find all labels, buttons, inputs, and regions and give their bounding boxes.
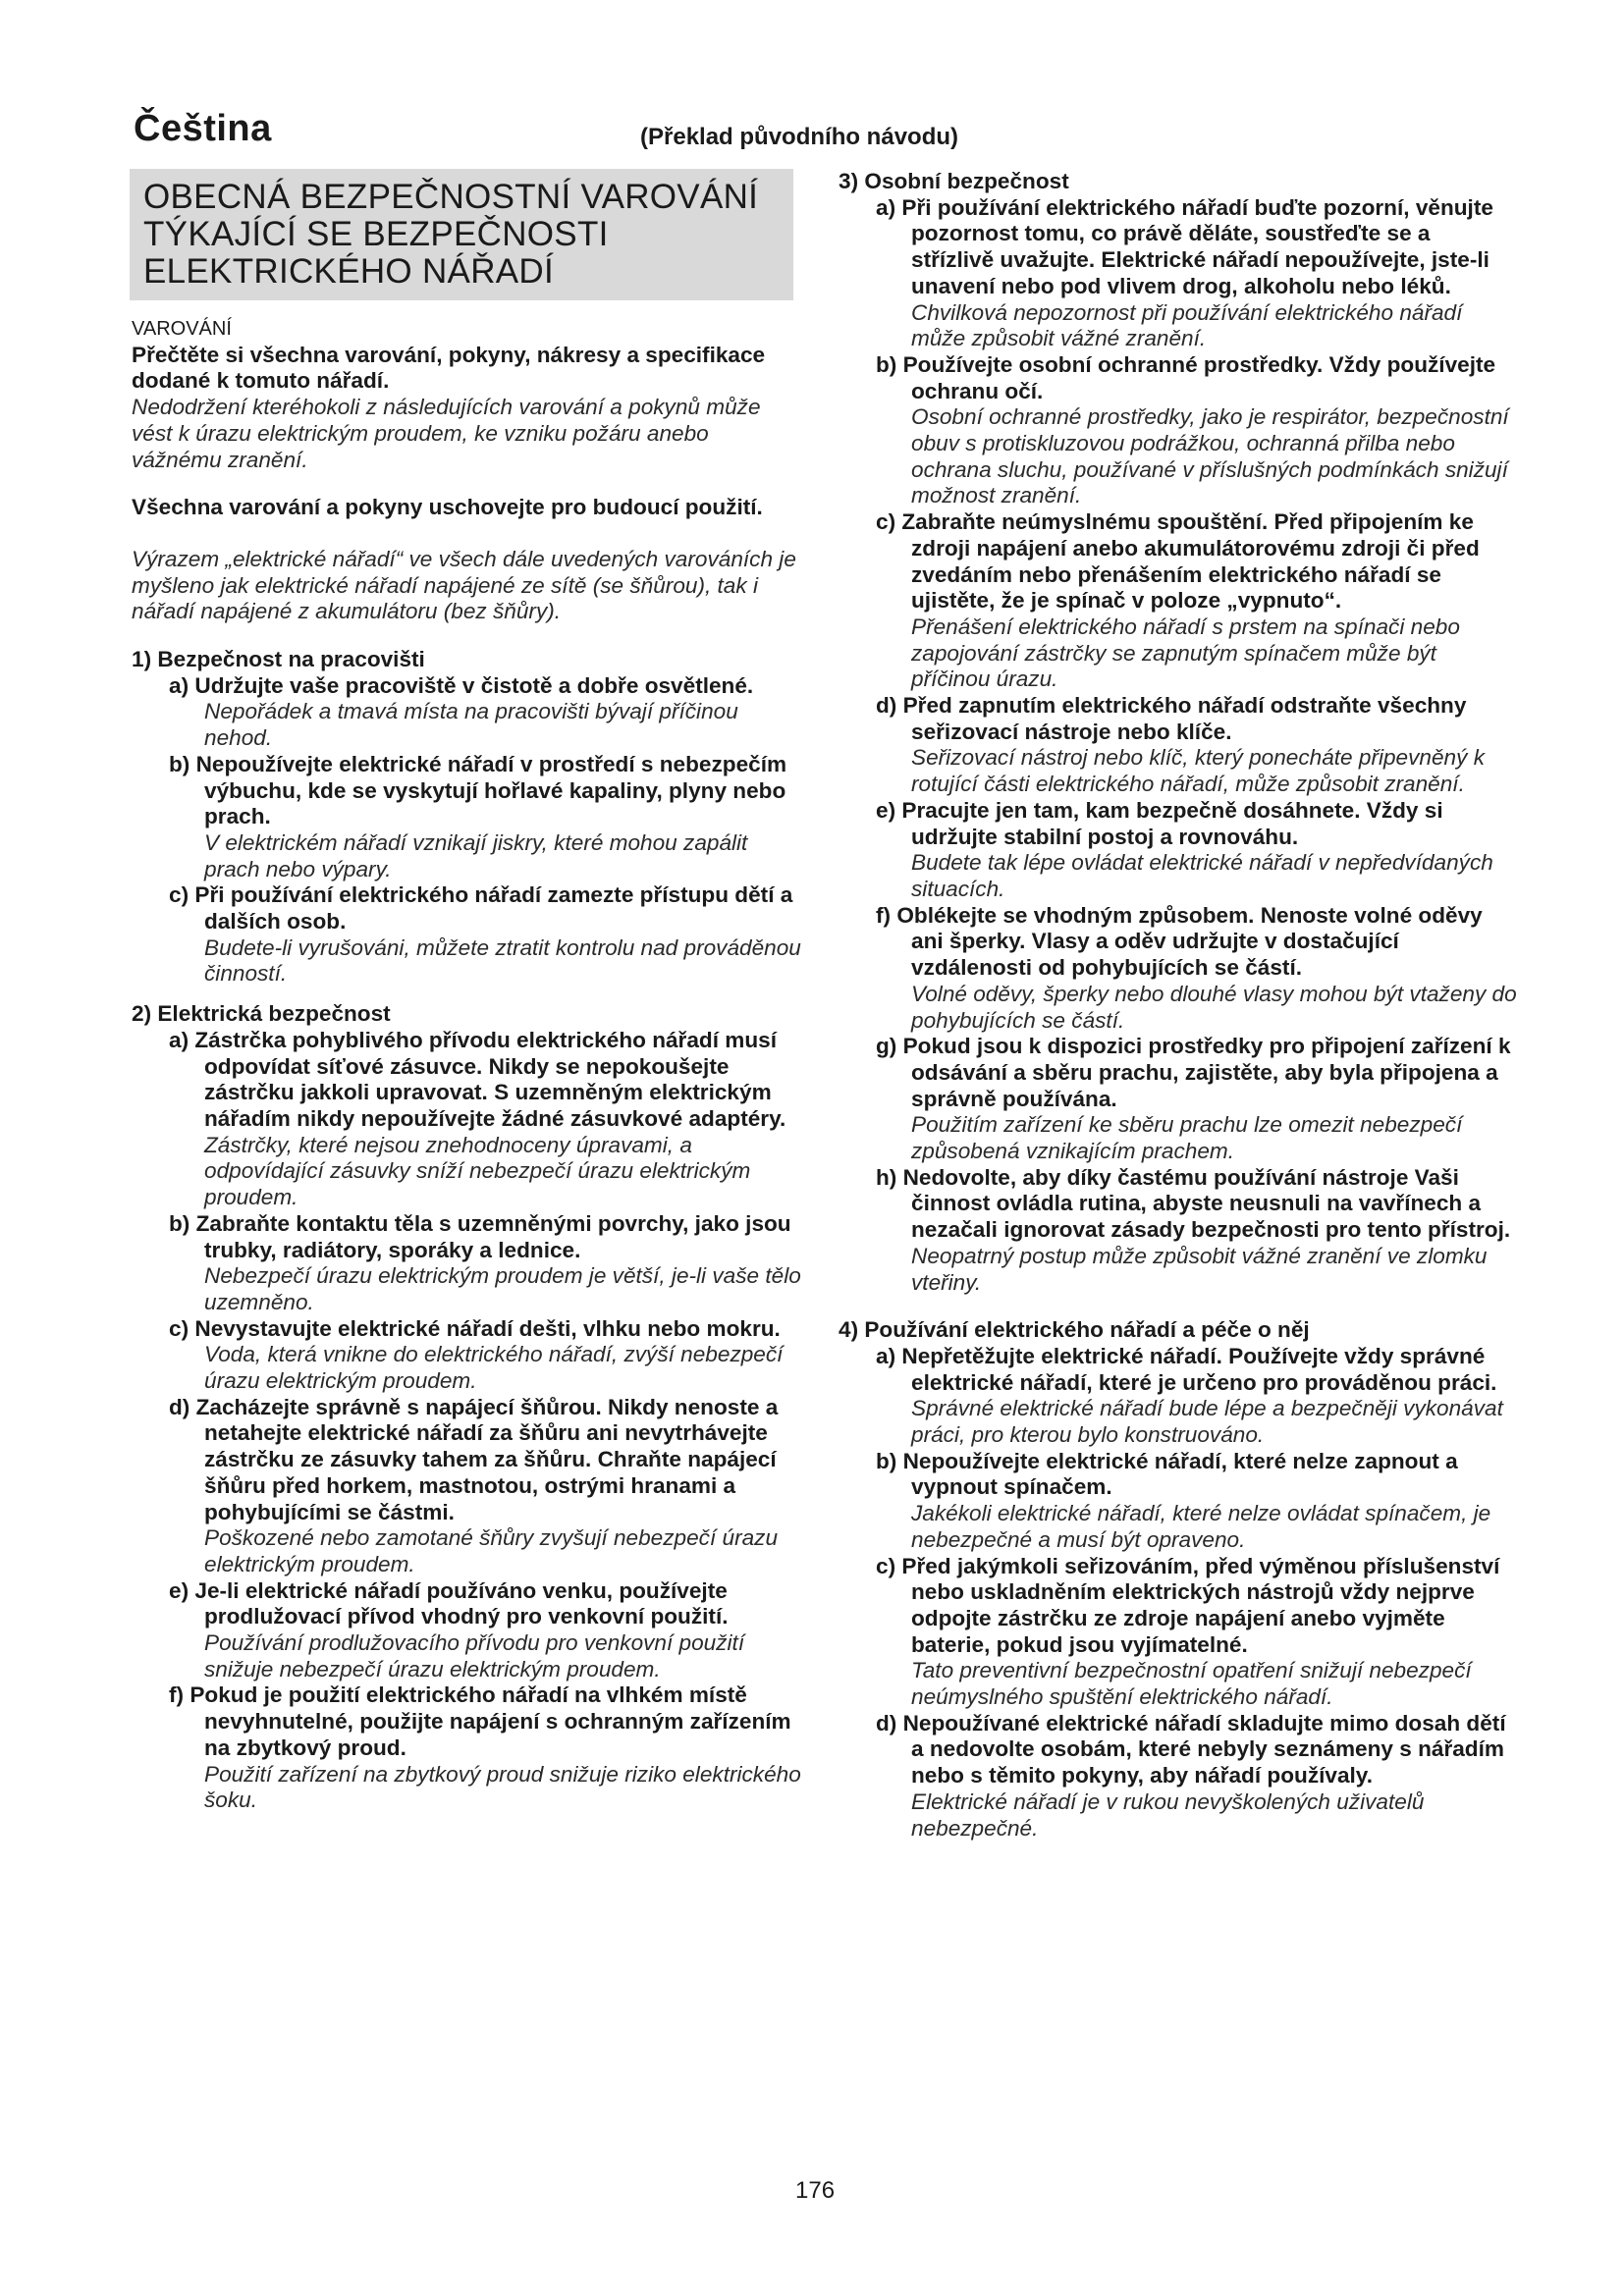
- section-personal-safety: [831, 169, 1518, 1296]
- page-number: 176: [795, 2177, 836, 2204]
- right-column: [831, 169, 1518, 1842]
- section-title: 2) Elektrická bezpečnost: [132, 1001, 391, 1027]
- list-item: b) Nepoužívejte elektrické nářadí, které nelze zapnout a vypnout spínačem. Jakékoli elektrické nářadí, které nelze ovládat spínačem, je nebezpečné a musí být opraveno.: [876, 1448, 1491, 1552]
- list-item: c) Nevystavujte elektrické nářadí dešti, vlhku nebo mokru. Voda, která vnikne do elektrického nářadí, zvýší nebezpečí úrazu elektrickým proudem.: [169, 1315, 784, 1394]
- list-item: a) Zástrčka pohyblivého přívodu elektrického nářadí musí odpovídat síťové zásuvce. Nikdy se nepokoušejte zástrčku jakkoli upravovat. S uzemněným elektrickým nářadím nikdy nepoužívejte žádné zásuvkové adaptéry. Zástrčky, které nejsou znehodnoceny úpravami, a odpovídající zásuvky sníží nebezpečí úrazu elektrickým proudem.: [169, 1027, 786, 1210]
- section-title: 4) Používání elektrického nářadí a péče o něj: [839, 1317, 1310, 1343]
- section-title: 1) Bezpečnost na pracovišti: [132, 647, 425, 672]
- section-title: 3) Osobní bezpečnost: [839, 169, 1069, 193]
- translation-note: (Překlad původního návodu): [640, 124, 959, 150]
- list-item: e) Pracujte jen tam, kam bezpečně dosáhnete. Vždy si udržujte stabilní postoj a rovnováhu. Budete tak lépe ovládat elektrické nářadí v nepředvídaných situacích.: [876, 797, 1493, 901]
- list-item: b) Zabraňte kontaktu těla s uzemněnými povrchy, jako jsou trubky, radiátory, sporáky a lednice. Nebezpečí úrazu elektrickým proudem je větší, je-li vaše tělo uzemněno.: [169, 1210, 801, 1314]
- section-tool-use-and-care: [831, 1317, 1518, 1842]
- section-title-box: OBECNÁ BEZPEČNOSTNÍ VAROVÁNÍ TÝKAJÍCÍ SE BEZPEČNOSTI ELEKTRICKÉHO NÁŘADÍ: [130, 169, 793, 300]
- list-item: f) Pokud je použití elektrického nářadí na vlhkém místě nevyhnutelné, použijte napájení s ochranným zařízením na zbytkový proud. Použití zařízení na zbytkový proud snižuje riziko elektrického šoku.: [169, 1682, 801, 1813]
- list-item: a) Udržujte vaše pracoviště v čistotě a dobře osvětlené. Nepořádek a tmavá místa na pracovišti bývají příčinou nehod.: [169, 672, 754, 751]
- list-item: e) Je-li elektrické nářadí používáno venku, používejte prodlužovací přívod vhodný pro venkovní použití. Používání prodlužovacího přívodu pro venkovní použití snižuje nebezpečí úrazu elektrickým proudem.: [169, 1577, 745, 1682]
- list-item: b) Nepoužívejte elektrické nářadí v prostředí s nebezpečím výbuchu, kde se vyskytují hořlavé kapaliny, plyny nebo prach. V elektrickém nářadí vznikají jiskry, které mohou zapálit prach nebo výpary.: [169, 751, 787, 881]
- section-workplace-safety: [124, 647, 801, 988]
- list-item: c) Zabraňte neúmyslnému spouštění. Před připojením ke zdroji napájení anebo akumulátorovému zdroji či před zvedáním nebo přenášením elektrického nářadí se ujistěte, že je spínač v poloze „vypnuto“. Přenášení elektrického nářadí s prstem na spínači nebo zapojování zástrčky se zapnutým spínačem může být příčinou úrazu.: [876, 509, 1480, 692]
- list-item: g) Pokud jsou k dispozici prostředky pro připojení zařízení k odsávání a sběru prachu, zajistěte, aby byla připojena a správně používána. Použitím zařízení ke sběru prachu lze omezit nebezpečí způsobená vznikajícím prachem.: [876, 1034, 1511, 1164]
- list-item: d) Zacházejte správně s napájecí šňůrou. Nikdy nenoste a netahejte elektrické nářadí za šňůru ani nevytrhávejte zástrčku ze zásuvky tahem za šňůru. Chraňte napájecí šňůru před horkem, mastnotou, ostrými hranami a pohybujícími se částmi. Poškozené nebo zamotané šňůry zvyšují nebezpečí úrazu elektrickým proudem.: [169, 1394, 779, 1576]
- warning-label: VAROVÁNÍ: [132, 318, 232, 340]
- warning-italic-text: Nedodržení kteréhokoli z následujících varování a pokynů může vést k úrazu elektrickým proudem, ke vzniku požáru anebo vážnému zranění.: [132, 395, 761, 472]
- warning-bold-text: Přečtěte si všechna varování, pokyny, nákresy a specifikace dodané k tomuto nářadí.: [132, 342, 766, 394]
- definition-text: Výrazem „elektrické nářadí“ ve všech dále uvedených varováních je myšleno jak elektrické nářadí napájené ze sítě (se šňůrou), tak i nářadí napájené z akumulátoru (bez šňůry).: [132, 546, 796, 624]
- list-item: d) Před zapnutím elektrického nářadí odstraňte všechny seřizovací nástroje nebo klíče. Seřizovací nástroj nebo klíč, který ponecháte připevněný k rotující části elektrického nářadí, může způsobit zranění.: [876, 693, 1485, 797]
- list-item: h) Nedovolte, aby díky častému používání nástroje Vaši činnost ovládla rutina, abyste neusnuli na vavřínech a nezačali ignorovat zásady bezpečnosti pro tento přístroj. Neopatrný postup může způsobit vážné zranění ve zlomku vteřiny.: [876, 1164, 1511, 1295]
- section-electrical-safety: [124, 1001, 801, 1814]
- keep-instructions-text: Všechna varování a pokyny uschovejte pro budoucí použití.: [132, 495, 763, 520]
- list-item: c) Při používání elektrického nářadí zamezte přístupu dětí a dalších osob. Budete-li vyrušováni, můžete ztratit kontrolu nad prováděnou činností.: [169, 882, 801, 987]
- list-item: f) Oblékejte se vhodným způsobem. Nenoste volné oděvy ani šperky. Vlasy a oděv udržujte v dostačující vzdálenosti od pohybujících se částí. Volné oděvy, šperky nebo dlouhé vlasy mohou být vtaženy do pohybujících se částí.: [876, 902, 1517, 1033]
- list-item: b) Používejte osobní ochranné prostředky. Vždy používejte ochranu očí. Osobní ochranné prostředky, jako je respirátor, bezpečnostní obuv s protiskluzovou podrážkou, ochranná přilba nebo ochrana sluchu, používané v příslušných podmínkách snižují možnost zranění.: [876, 351, 1509, 508]
- list-item: c) Před jakýmkoli seřizováním, před výměnou příslušenství nebo uskladněním elektrických nástrojů vždy nejprve odpojte zástrčku ze zdroje napájení anebo vyjměte baterie, pokud jsou vyjímatelné. Tato preventivní bezpečnostní opatření snižují nebezpečí neúmyslného spuštění elektrického nářadí.: [876, 1553, 1500, 1710]
- list-item: d) Nepoužívané elektrické nářadí skladujte mimo dosah dětí a nedovolte osobám, které nebyly seznámeny s nářadím nebo s těmito pokyny, aby nářadí používaly. Elektrické nářadí je v rukou nevyškolených uživatelů nebezpečné.: [876, 1710, 1506, 1841]
- list-item: a) Při používání elektrického nářadí buďte pozorní, věnujte pozornost tomu, co právě děláte, soustřeďte se a střízlivě uvažujte. Elektrické nářadí nepoužívejte, jste-li unavení nebo pod vlivem drog, alkoholu nebo léků. Chvilková nepozornost při používání elektrického nářadí může způsobit vážné zranění.: [876, 194, 1493, 351]
- left-column: [124, 169, 801, 1814]
- language-heading: Čeština: [134, 108, 272, 149]
- list-item: a) Nepřetěžujte elektrické nářadí. Používejte vždy správné elektrické nářadí, které je určeno pro prováděnou práci. Správné elektrické nářadí bude lépe a bezpečněji vykonávat práci, pro kterou bylo konstruováno.: [876, 1343, 1503, 1448]
